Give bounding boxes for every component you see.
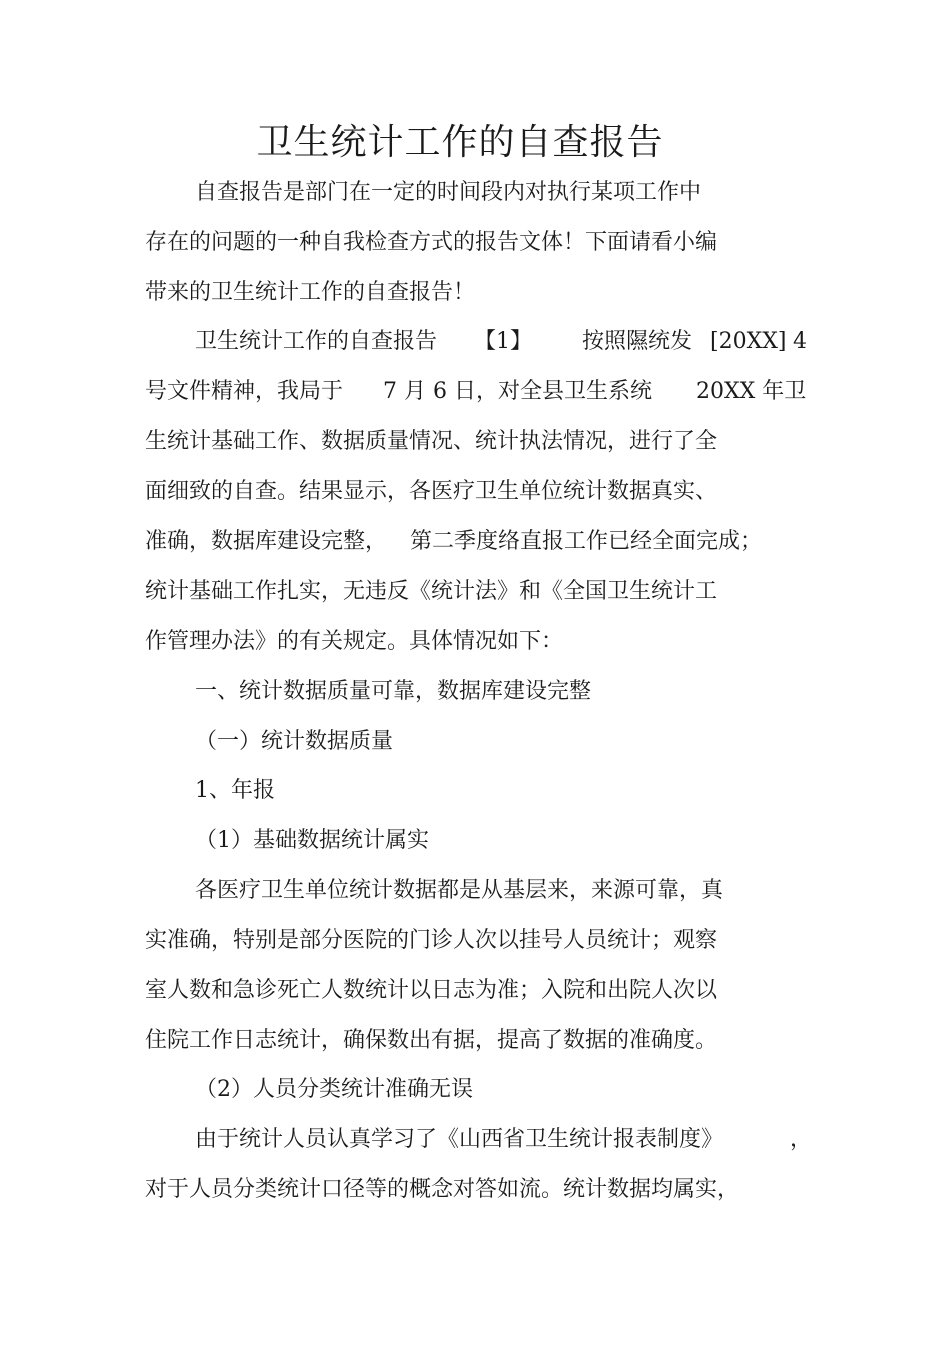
para3-line-1 xyxy=(0,1125,950,1155)
para1-line-6: 统计基础工作扎实，无违反《统计法》和《全国卫生统计工 xyxy=(145,579,718,604)
report-heading-text-3: 4 xyxy=(793,329,807,354)
para2-line-3: 室人数和急诊死亡人数统计以日志为准；入院和出院人次以 xyxy=(145,978,718,1003)
para1-line-3: 生统计基础工作、数据质量情况、统计执法情况，进行了全 xyxy=(145,429,718,454)
section-heading-1: 一、统计数据质量可靠，数据库建设完整 xyxy=(195,679,592,704)
report-heading-line xyxy=(0,327,950,357)
para1-line-2-c: 20XX 年卫 xyxy=(696,379,807,404)
para3-line-1-comma: ， xyxy=(790,1127,813,1152)
report-heading-title: 卫生统计工作的自查报告 xyxy=(195,329,438,354)
para3-line-2: 对于人员分类统计口径等的概念对答如流。统计数据均属实， xyxy=(145,1177,740,1202)
para3-line-1-text: 由于统计人员认真学习了《山西省卫生统计报表制度》 xyxy=(195,1127,724,1152)
report-heading-text-2: [20XX] xyxy=(710,329,787,354)
para2-line-1: 各医疗卫生单位统计数据都是从基层来，来源可靠，真 xyxy=(195,878,724,903)
para1-line-5-a: 准确，数据库建设完整， xyxy=(145,529,388,554)
intro-line-3: 带来的卫生统计工作的自查报告！ xyxy=(145,280,476,305)
report-heading-text-1: 按照隰统发 xyxy=(582,329,693,354)
para2-line-4: 住院工作日志统计，确保数出有据，提高了数据的准确度。 xyxy=(145,1028,718,1053)
intro-line-2: 存在的问题的一种自我检查方式的报告文体！下面请看小编 xyxy=(145,230,718,255)
item-heading-1: 1、年报 xyxy=(195,778,275,803)
para1-line-5-b: 第二季度络直报工作已经全面完成； xyxy=(410,529,763,554)
para1-line-2-b: 7 月 6 日，对全县卫生系统 xyxy=(383,379,652,404)
document-title: 卫生统计工作的自查报告 xyxy=(256,122,664,163)
report-heading-number: 【1】 xyxy=(474,329,532,354)
subsection-heading-1: （一）统计数据质量 xyxy=(195,729,394,754)
para1-line-2 xyxy=(0,377,950,407)
subitem-heading-1: （1）基础数据统计属实 xyxy=(195,828,429,853)
para1-line-7: 作管理办法》的有关规定。具体情况如下： xyxy=(145,629,564,654)
para2-line-2: 实准确，特别是部分医院的门诊人次以挂号人员统计；观察 xyxy=(145,928,718,953)
para1-line-2-a: 号文件精神，我局于 xyxy=(145,379,344,404)
subitem-heading-2: （2）人员分类统计准确无误 xyxy=(195,1077,473,1102)
para1-line-4: 面细致的自查。结果显示，各医疗卫生单位统计数据真实、 xyxy=(145,479,718,504)
intro-line-1: 自查报告是部门在一定的时间段内对执行某项工作中 xyxy=(195,180,702,205)
para1-line-5 xyxy=(0,527,950,557)
